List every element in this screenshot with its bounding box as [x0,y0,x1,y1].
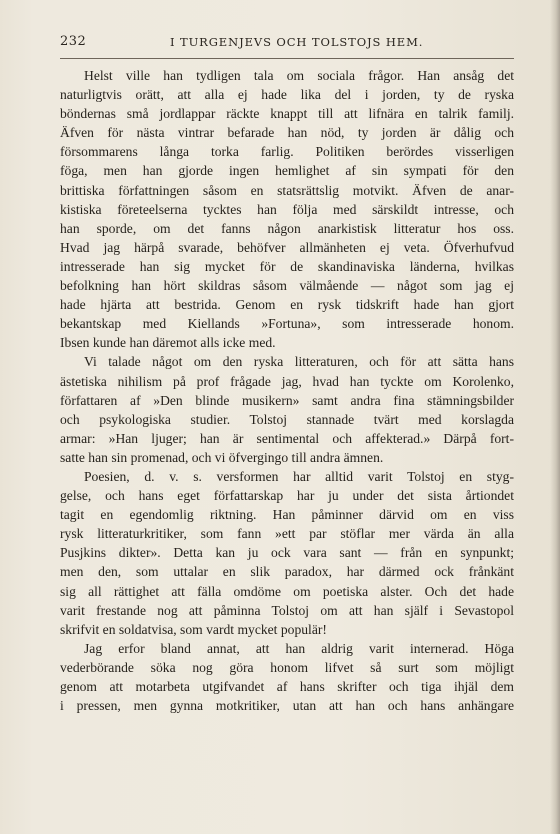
header-rule [60,58,514,59]
body-text [60,66,514,715]
text-line: Jag erfor bland annat, att han aldrig varit internerad. Höga [84,640,514,656]
running-head: I TURGENJEVS OCH TOLSTOJS HEM. [170,35,424,49]
text-line: rysk litteraturkritiker, som fann »ett par stöflar mer värda än alla [60,526,514,542]
text-line: Ibsen kunde han däremot alls icke med. [60,335,276,351]
text-line: Äfven för nästa vintrar befarade han nöd, ty jorden är dålig och [60,125,514,141]
text-line: armar: »Han ljuger; han är sentimental och affekterad.» Därpå fort- [60,430,514,446]
text-line: satte han sin promenad, och vi öfvergingo till andra ämnen. [60,449,384,465]
text-line: tagit en egendomlig riktning. Han påminner därvid om en viss [60,507,514,523]
text-line: författaren af »Den blinde musikern» samt andra fina stämningsbilder [60,392,514,408]
text-line: bekantskap med Kiellands »Fortuna», som intresserade honom. [60,316,514,332]
text-line: han sporde, om det fanns någon anarkistisk litteratur hos oss. [60,220,514,236]
text-line: böndernas små jordlappar räckte knappt till att lifnära en talrik familj. [60,106,514,122]
page-number: 232 [60,34,87,49]
text-line: vederbörande söka nog göra honom lifvet så surt som möjligt [60,659,514,675]
page-gutter-shadow [550,0,560,834]
text-line: i pressen, men gynna motkritiker, utan att han och hans anhängare [60,698,514,714]
text-line: gelse, och hans eget författarskap har ju under det sista årtiondet [60,488,514,504]
page-header [60,34,514,54]
text-line: sig all rättighet att fälla omdöme om poetiska alster. Och det hade [60,583,514,599]
text-line: kistiska företeelserna tycktes han följa med särskildt intresse, och [60,201,514,217]
text-line: Hvad jag härpå svarade, behöfver allmänheten ej veta. Öfverhufvud [60,239,514,255]
text-line: genom att motarbeta utgifvandet af hans skrifter och tiga ihjäl dem [60,679,514,694]
text-line: försommarens långa torka farlig. Politiken berördes visserligen [60,144,514,160]
text-line: och psykologiska studier. Tolstoj stannade tvärt med korslagda [60,411,514,427]
text-line: befolkning han hört skildras såsom välmående — något som jag ej [60,278,514,294]
text-line: föga, men han gjorde ingen hemlighet af sin sympati för den [60,163,514,179]
text-line: Vi talade något om den ryska litteraturen, och för att sätta hans [84,354,514,370]
text-line: men den, som uttalar en slik paradox, har därmed ock frånkänt [60,564,514,580]
text-line: hade hjärta att bestrida. Genom en rysk tidskrift hade han gjort [60,297,514,313]
text-line: varit frestande nog att påminna Tolstoj om att han själf i Sevastopol [60,602,514,618]
text-line: Helst ville han tydligen tala om sociala frågor. Han ansåg det [84,68,514,83]
text-line: Poesien, d. v. s. versformen har alltid varit Tolstoj en styg- [84,468,514,484]
text-line: Pusjkins dikter». Detta kan ju ock vara sant — från en synpunkt; [60,545,514,561]
text-line: skrifvit en soldatvisa, som vardt mycket populär! [60,621,327,637]
text-line: intresserade han sig mycket för de skandinaviska länderna, hvilkas [60,258,514,274]
text-line: naturligtvis orätt, att alla ej hade lika del i jorden, ty de ryska [60,87,514,103]
text-line: ästetiska nihilism på prof frågade jag, hvad han tyckte om Korolenko, [60,373,514,389]
text-line: brittiska författningen såsom en statsrättslig motvikt. Äfven de anar- [60,182,514,198]
